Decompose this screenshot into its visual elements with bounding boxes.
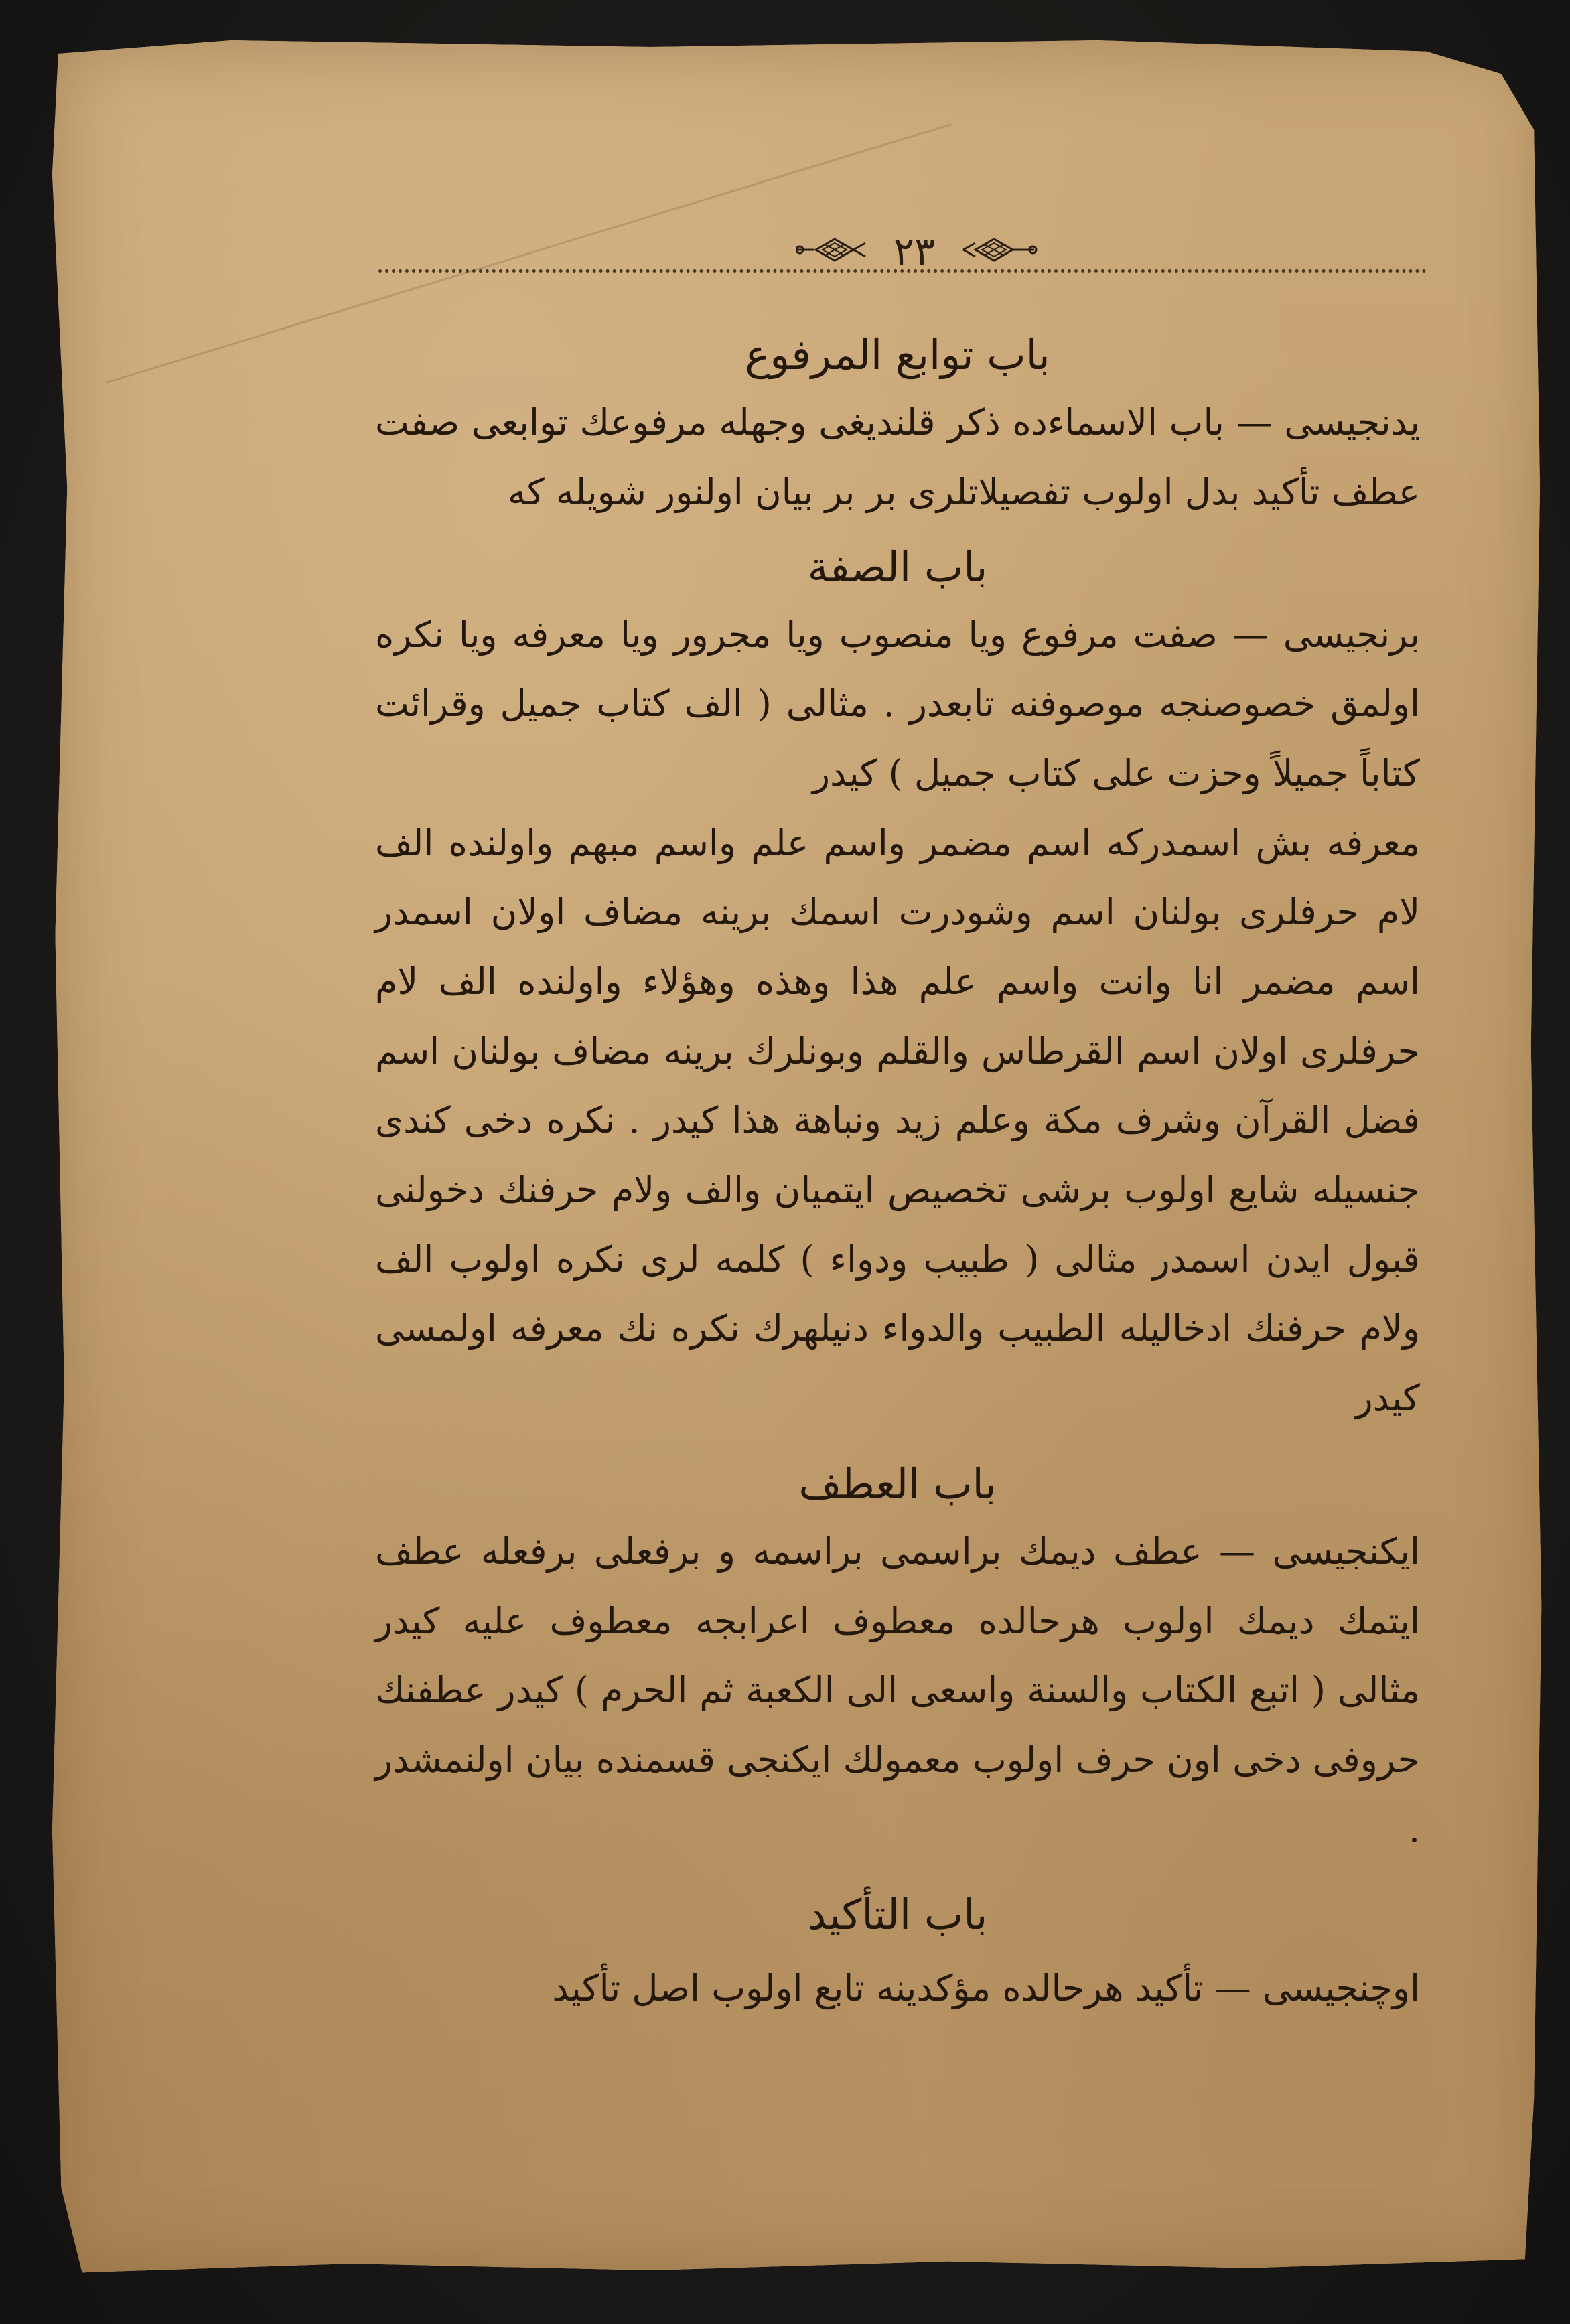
- section-heading-adjective: باب الصفة: [807, 542, 988, 591]
- paragraph-adjective: برنجيسى — صفت مرفوع ويا منصوب ويا مجرور ويا معرفه ويا نكره اولمق خصوصنجه موصوفنه تابعدر . مثالى ( الف كتاب جميل وقرائت كتاباً جميلاً وحزت على كتاب جميل ) كيدر: [375, 613, 1420, 795]
- right-ornament-icon: [952, 236, 1040, 267]
- section-heading-conjunction: باب العطف: [798, 1459, 997, 1508]
- paragraph-intro: يدنجيسى — باب الاسماءده ذكر قلنديغى وجهله مرفوعك توابعى صفت عطف تأكيد بدل اولوب تفصيلاتلرى بر بر بيان اولنور شويله كه: [375, 401, 1420, 513]
- paragraph-conjunction: ايكنجيسى — عطف ديمك براسمى براسمه و برفعلى برفعله عطف ايتمك ديمك اولوب هرحالده معطوف اعرابجه معطوف عليه كيدر مثالى ( اتبع الكتاب والسنة واسعى الى الكعبة ثم الحرم ) كيدر عطفنك حروفى دخى اون حرف اولوب معمولك ايكنجى قسمنده بيان اولنمشدر .: [375, 1530, 1420, 1850]
- left-ornament-icon: [796, 236, 876, 267]
- page-body: [375, 308, 1420, 2023]
- header-rule: [378, 269, 1427, 273]
- section-heading-appositives: باب توابع المرفوع: [745, 330, 1050, 379]
- paragraph-definite-indefinite: معرفه بش اسمدركه اسم مضمر واسم علم واسم مبهم واولنده الف لام حرفلرى بولنان اسم وشودرت اسمك برينه مضاف اولان اسمدر اسم مضمر انا وانت واسم علم هذا وهذه وهؤلاء واولنده الف لام حرفلرى اولان اسم القرطاس والقلم وبونلرك برينه مضاف بولنان اسم فضل القرآن وشرف مكة وعلم زيد ونباهة هذا كيدر . نكره دخى كندى جنسيله شايع اولوب برشى تخصيص ايتميان والف ولام حرفنك دخولنى قبول ايدن اسمدر مثالى ( طبيب ودواء ) كلمه لرى نكره اولوب الف ولام حرفنك ادخاليله الطبيب والدواء دنيلهرك نكره نك معرفه اولمسى كيدر: [375, 821, 1420, 1420]
- section-heading-emphasis: باب التأكيد: [807, 1890, 988, 1940]
- page-number: ٢٣: [893, 228, 936, 274]
- page-header: [0, 194, 1570, 301]
- paragraph-emphasis: اوچنجيسى — تأكيد هرحالده مؤكدينه تابع اولوب اصل تأكيد: [552, 1966, 1420, 2009]
